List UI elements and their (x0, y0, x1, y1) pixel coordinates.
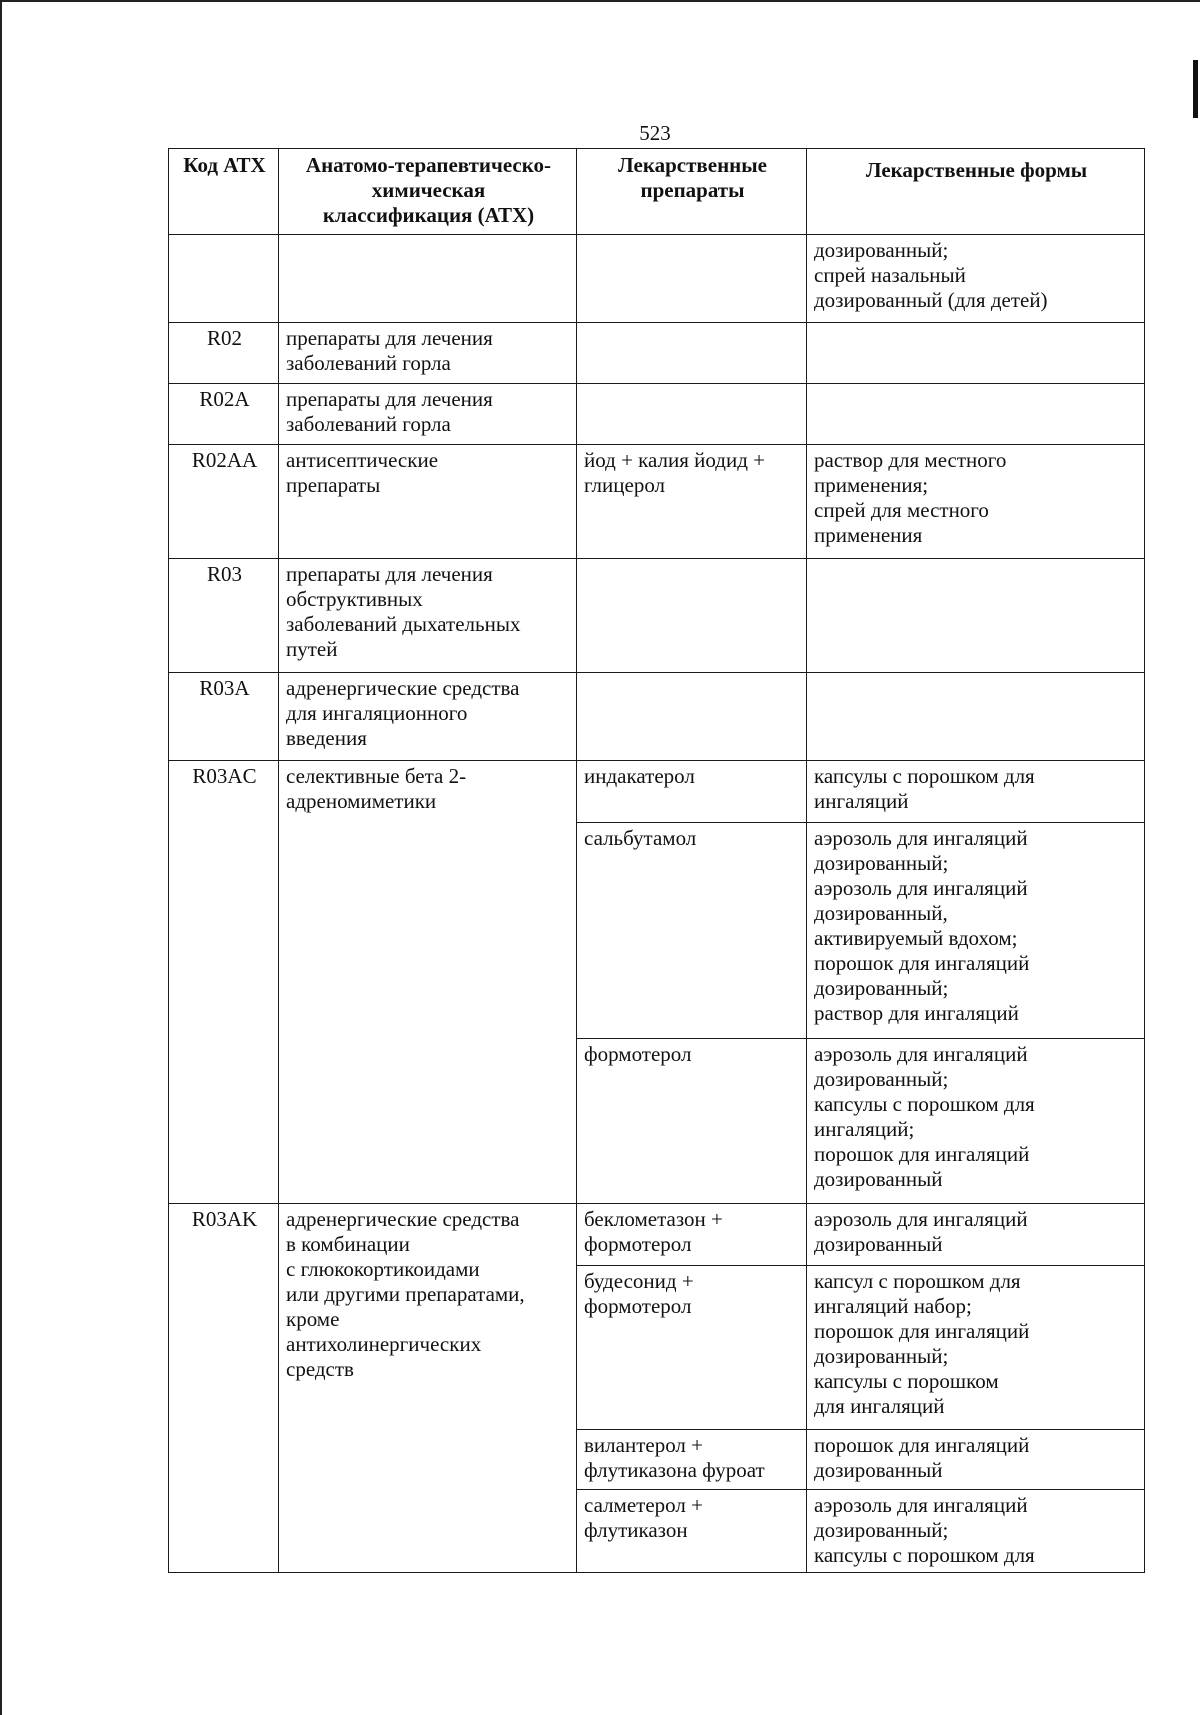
table-row-r03ak (169, 1204, 1145, 1266)
cell-classification: адренергические средства в комбинации с глюкокортикоидами или другими препаратами, кроме антихолинергических средств (279, 1204, 577, 1573)
cell-classification: препараты для лечения заболеваний горла (279, 384, 577, 445)
cell-drug: йод + калия йодид + глицерол (577, 445, 807, 559)
header-classification: Анатомо-терапевтическо- химическая классификация (АТХ) (279, 149, 577, 235)
cell-drug (577, 235, 807, 323)
cell-code: R02AA (169, 445, 279, 559)
cell-forms (807, 323, 1145, 384)
cell-drug: формотерол (577, 1039, 807, 1204)
cell-code: R02 (169, 323, 279, 384)
cell-forms: аэрозоль для ингаляций дозированный; капсулы с порошком для ингаляций; порошок для ингаляций дозированный (807, 1039, 1145, 1204)
table-row-r03ac (169, 761, 1145, 823)
table-row-r03a (169, 673, 1145, 761)
cell-code: R03AC (169, 761, 279, 1204)
cell-forms (807, 559, 1145, 673)
cell-forms (807, 384, 1145, 445)
cell-drug (577, 559, 807, 673)
cell-drug: индакатерол (577, 761, 807, 823)
cell-classification: антисептические препараты (279, 445, 577, 559)
header-drugs: Лекарственные препараты (577, 149, 807, 235)
table-row-r03 (169, 559, 1145, 673)
cell-classification: препараты для лечения заболеваний горла (279, 323, 577, 384)
cell-forms: порошок для ингаляций дозированный (807, 1430, 1145, 1490)
atx-table (168, 148, 1145, 1573)
cell-drug (577, 384, 807, 445)
cell-forms (807, 673, 1145, 761)
cell-code: R02A (169, 384, 279, 445)
cell-drug: салметерол + флутиказон (577, 1490, 807, 1573)
cell-classification: препараты для лечения обструктивных заболеваний дыхательных путей (279, 559, 577, 673)
cell-drug: вилантерол + флутиказона фуроат (577, 1430, 807, 1490)
scan-border-top (0, 0, 1200, 2)
table-header-row (169, 149, 1145, 235)
cell-forms: капсулы с порошком для ингаляций (807, 761, 1145, 823)
header-forms: Лекарственные формы (807, 149, 1145, 235)
table-row-r02 (169, 323, 1145, 384)
cell-forms: аэрозоль для ингаляций дозированный; капсулы с порошком для (807, 1490, 1145, 1573)
table-row-r02a (169, 384, 1145, 445)
cell-code: R03AK (169, 1204, 279, 1573)
cell-drug (577, 323, 807, 384)
cell-classification: селективные бета 2- адреномиметики (279, 761, 577, 1204)
cell-classification (279, 235, 577, 323)
cell-code: R03A (169, 673, 279, 761)
cell-drug: сальбутамол (577, 823, 807, 1039)
cell-forms: аэрозоль для ингаляций дозированный; аэрозоль для ингаляций дозированный, активируемый вдохом; порошок для ингаляций дозированный; раствор для ингаляций (807, 823, 1145, 1039)
scan-mark (1193, 60, 1198, 118)
cell-forms: капсул с порошком для ингаляций набор; порошок для ингаляций дозированный; капсулы с порошком для ингаляций (807, 1266, 1145, 1430)
table-row-r02aa (169, 445, 1145, 559)
cell-drug: беклометазон + формотерол (577, 1204, 807, 1266)
table-row-continuation (169, 235, 1145, 323)
page-number: 523 (639, 121, 671, 145)
cell-drug (577, 673, 807, 761)
cell-forms: раствор для местного применения; спрей для местного применения (807, 445, 1145, 559)
cell-drug: будесонид + формотерол (577, 1266, 807, 1430)
cell-code: R03 (169, 559, 279, 673)
cell-forms: аэрозоль для ингаляций дозированный (807, 1204, 1145, 1266)
cell-forms: дозированный; спрей назальный дозированный (для детей) (807, 235, 1145, 323)
scan-border-left (0, 0, 2, 1715)
header-code: Код АТХ (169, 149, 279, 235)
cell-code (169, 235, 279, 323)
cell-classification: адренергические средства для ингаляционного введения (279, 673, 577, 761)
